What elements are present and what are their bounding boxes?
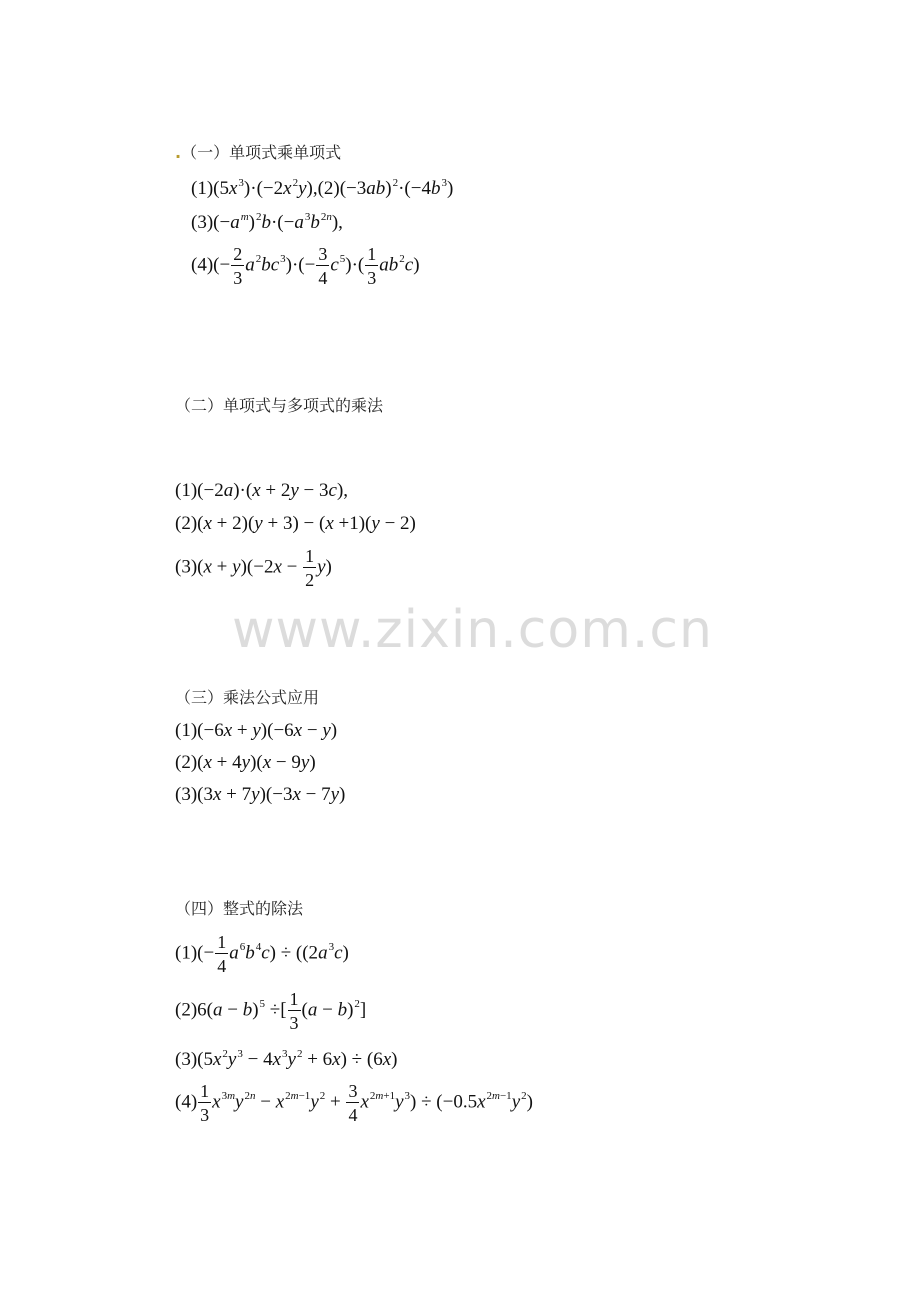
section-title: （二）单项式与多项式的乘法 [175, 396, 384, 415]
math-line: (3)(x + y)(−2x − $\frac{1}{2}$ y) [175, 546, 332, 590]
section-heading-2 [175, 393, 383, 416]
section-title: （四）整式的除法 [175, 899, 304, 918]
math-line: (4) $\frac{1}{3}$ $x^{3m}y^{2n} - x^{2m-1}y^2$ + $\frac{3}{4}$ $x^{2m+1}y^3) \div (-0.5x^{2m-1}y^2)$ [175, 1081, 533, 1125]
fraction: $\frac{1}{3}$ [367, 244, 377, 288]
section-heading-3 [175, 685, 319, 708]
heading-marker: . [175, 143, 182, 162]
fraction: $\frac{1}{3}$ [200, 1081, 210, 1125]
math-line: (1)(−2a)·(x + 2y − 3c), [175, 480, 349, 501]
math-line: $(1)(5x^3)\cdot(-2x^2y),(2)(-3ab)^2\cdot(-4b^3)$ [191, 177, 454, 199]
math-line: $(3)(-a^m)^2b\cdot(-a^3b^{2n})$, [191, 211, 343, 233]
fraction: $\frac{1}{4}$ [217, 932, 227, 976]
math-line: (3)(3x + 7y)(−3x − 7y) [175, 784, 346, 805]
math-line: $(3)(5x^2y^3 - 4x^3y^2 + 6x) \div (6x)$ [175, 1048, 398, 1070]
fraction: $\frac{3}{4}$ [318, 244, 328, 288]
math-line: (1)(− $\frac{1}{4}$ $a^6b^4c) \div ((2a^3c)$ [175, 932, 349, 976]
section-title: （一）单项式乘单项式 [181, 143, 342, 162]
math-line: (1)(−6x + y)(−6x − y) [175, 720, 338, 741]
fraction: $\frac{1}{2}$ [305, 546, 315, 590]
math-line: (4)(− $\frac{2}{3}$ $a^2bc^3)\cdot(-$ $\frac{3}{4}$ $c^5)\cdot$( $\frac{1}{3}$ $ab^2c$) [191, 244, 420, 288]
fraction: $\frac{1}{3}$ [289, 989, 299, 1033]
section-heading-1 [175, 140, 341, 163]
fraction: $\frac{3}{4}$ [348, 1081, 358, 1125]
watermark: www.zixin.com.cn [232, 600, 713, 660]
section-heading-4 [175, 896, 303, 919]
section-title: （三）乘法公式应用 [175, 688, 320, 707]
math-line: (2)(x + 2)(y + 3) − (x +1)(y − 2) [175, 513, 416, 534]
math-line: $(2)6(a - b)^5$ ÷[ $\frac{1}{3}$ $(a - b)^2$] [175, 989, 367, 1033]
math-line: (2)(x + 4y)(x − 9y) [175, 752, 316, 773]
fraction: $\frac{2}{3}$ [233, 244, 243, 288]
